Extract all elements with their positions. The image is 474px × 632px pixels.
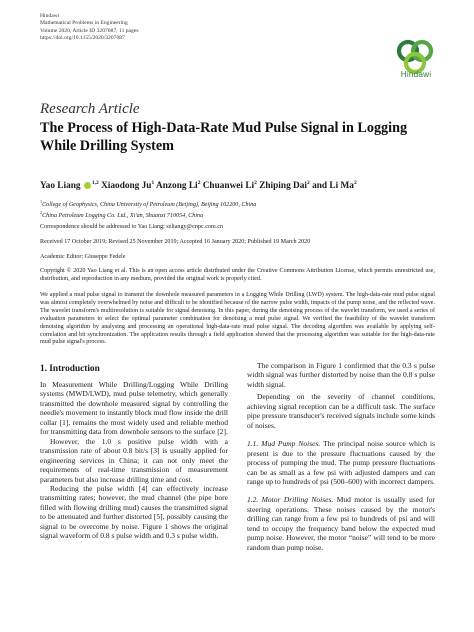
right-column [247, 361, 435, 552]
journal-volume: Volume 2020, Article ID 3207087, 11 pages [40, 27, 139, 34]
paragraph: The comparison in Figure 1 confirmed that the 0.3 s pulse width signal was further distorted by noise than the 0.8 s pulse width signal. [247, 361, 435, 389]
subsection-motor-drilling [247, 495, 435, 552]
article-type: Research Article [40, 101, 140, 117]
author-name[interactable]: Yao Liang [40, 181, 81, 192]
affiliation-sup: 1 [40, 199, 43, 204]
subsection-heading: 1.2. Motor Drilling Noises. [247, 495, 334, 505]
journal-publisher: Hindawi [40, 13, 60, 19]
correspondence: Correspondence should be addressed to Yao Liang; szliangy@cnpc.com.cn [40, 224, 223, 230]
author-affil-sup: 1 [151, 180, 155, 186]
affiliation-item [40, 209, 256, 220]
journal-doi[interactable]: https://doi.org/10.1155/2020/3207087 [40, 34, 125, 41]
author-name[interactable]: Li Ma [329, 181, 354, 192]
affiliation-item [40, 198, 256, 209]
affiliation-text: College of Geophysics, China University of Petroleum (Beijing), Beijing 102200, China [42, 202, 257, 209]
copyright-notice: Copyright © 2020 Yao Liang et al. This is an open access article distributed under the Creative Commons Attribution License, which permits unrestricted use, distribution, and reproduction in any medium, provided the original work is properly cited. [40, 268, 435, 282]
paragraph: Depending on the severity of channel conditions, achieving signal reception can be a difficult task. The surface pipe pressure transducer's received signals include some kinds of noises. [247, 392, 435, 430]
abstract: We applied a mud pulse signal to transmit the downhole measured parameters in a Logging While Drilling (LWD) system. The high-data-rate mud pulse signal was almost completely overwhelmed by noise and difficult to be identified because of the narrow pulse width, impacts of the pump noise, and the reflected wave. The wavelet transform's multiresolution is suitable for signal denoising. In this paper, during the denoising process of the wavelet transform, we used a series of evaluation parameters to select the optimal parameter combination for denoising a mud pulse signal. We verified the feasibility of the wavelet transform denoising algorithm by analysing and processing an operational high-data-rate mud pulse signal. The decoding algorithm was available by applying self-correlation and bit synchronization. The application results through a field application showed that the processing algorithm was suitable for the high-data-rate mud pulse signal's process. [40, 292, 435, 346]
journal-info [40, 13, 139, 42]
author-affil-sup: 2 [353, 180, 357, 186]
academic-editor: Academic Editor: Giuseppe Fedele [40, 254, 126, 260]
author-name[interactable]: Chuanwei Li [202, 181, 255, 192]
section-heading-introduction: 1. Introduction [40, 364, 100, 374]
left-column [40, 380, 228, 541]
paragraph: However, the 1.0 s positive pulse width with a transmission rate of about 0.8 bit/s [3] is usually applied for engineering services in China; it can not only meet the requirements of real-time transmission of measurement parameters but also increase drilling time and cost. [40, 436, 228, 484]
journal-title: Mathematical Problems in Engineering [40, 20, 128, 27]
affiliation-text: China Petroleum Logging Co. Ltd., Xi'an, Shaanxi 710054, China [42, 213, 204, 220]
affiliations [40, 198, 256, 221]
subsection-mud-pump [247, 439, 435, 486]
article-title: The Process of High-Data-Rate Mud Pulse Signal in Logging While Drilling System [40, 120, 408, 154]
author-name[interactable]: Xiaodong Ju [101, 181, 152, 192]
author-affil-sup: 2 [197, 180, 201, 186]
subsection-heading: 1.1. Mud Pump Noises. [247, 439, 321, 449]
paragraph: In Measurement While Drilling/Logging While Drilling systems (MWD/LWD), mud pulse telemetry, which generally transmitted the downhole measured signal by controlling the needle's movement to instantly block mud flow inside the drill collar [1], remains the most widely used and reliable method for transmitting data from downhole sensors to the surface [2]. [40, 380, 228, 437]
paragraph: Reducing the pulse width [4] can effectively increase transmitting rates; however, the mud channel (the pipe bore filled with flowing drilling mud) causes the transmitted signal to be attenuated and further distorted [5], possibly causing the signal to be overcome by noise. Figure 1 shows the original signal waveform of 0.8 s pulse width and 0.3 s pulse width. [40, 483, 228, 541]
subsection-text: The principal noise source which is present is due to the pressure fluctuations caused by the process of pumping the mud. The pump pressure fluctuations can be as small as a few psi with adjusted dampers and can range up to hundreds of psi (500–600) with incorrect dampers. [247, 439, 436, 486]
author-list [40, 180, 460, 191]
authors-and: and [312, 181, 328, 192]
author-name[interactable]: Anzong Li [156, 181, 198, 192]
subsection-text: Mud motor is usually used for steering operations. These noises caused by the motor's drilling can range from a few psi to hundreds of psi and will tend to occupy the frequency band below the expected mud pump noise. However, the motor “noise” will tend to be more random than pump noise. [247, 495, 435, 552]
author-affil-sup: 2 [254, 180, 257, 186]
author-name[interactable]: Zhiping Dai [259, 181, 307, 192]
affiliation-sup: 2 [40, 210, 43, 216]
hindawi-wordmark: Hindawi [400, 70, 432, 79]
author-affil-sup: 1,2 [91, 180, 99, 186]
article-dates: Received 17 October 2019; Revised 25 November 2019; Accepted 16 January 2020; Published 19 March 2020 [40, 239, 311, 245]
orcid-icon[interactable] [84, 182, 91, 189]
author-affil-sup: 2 [306, 180, 310, 186]
